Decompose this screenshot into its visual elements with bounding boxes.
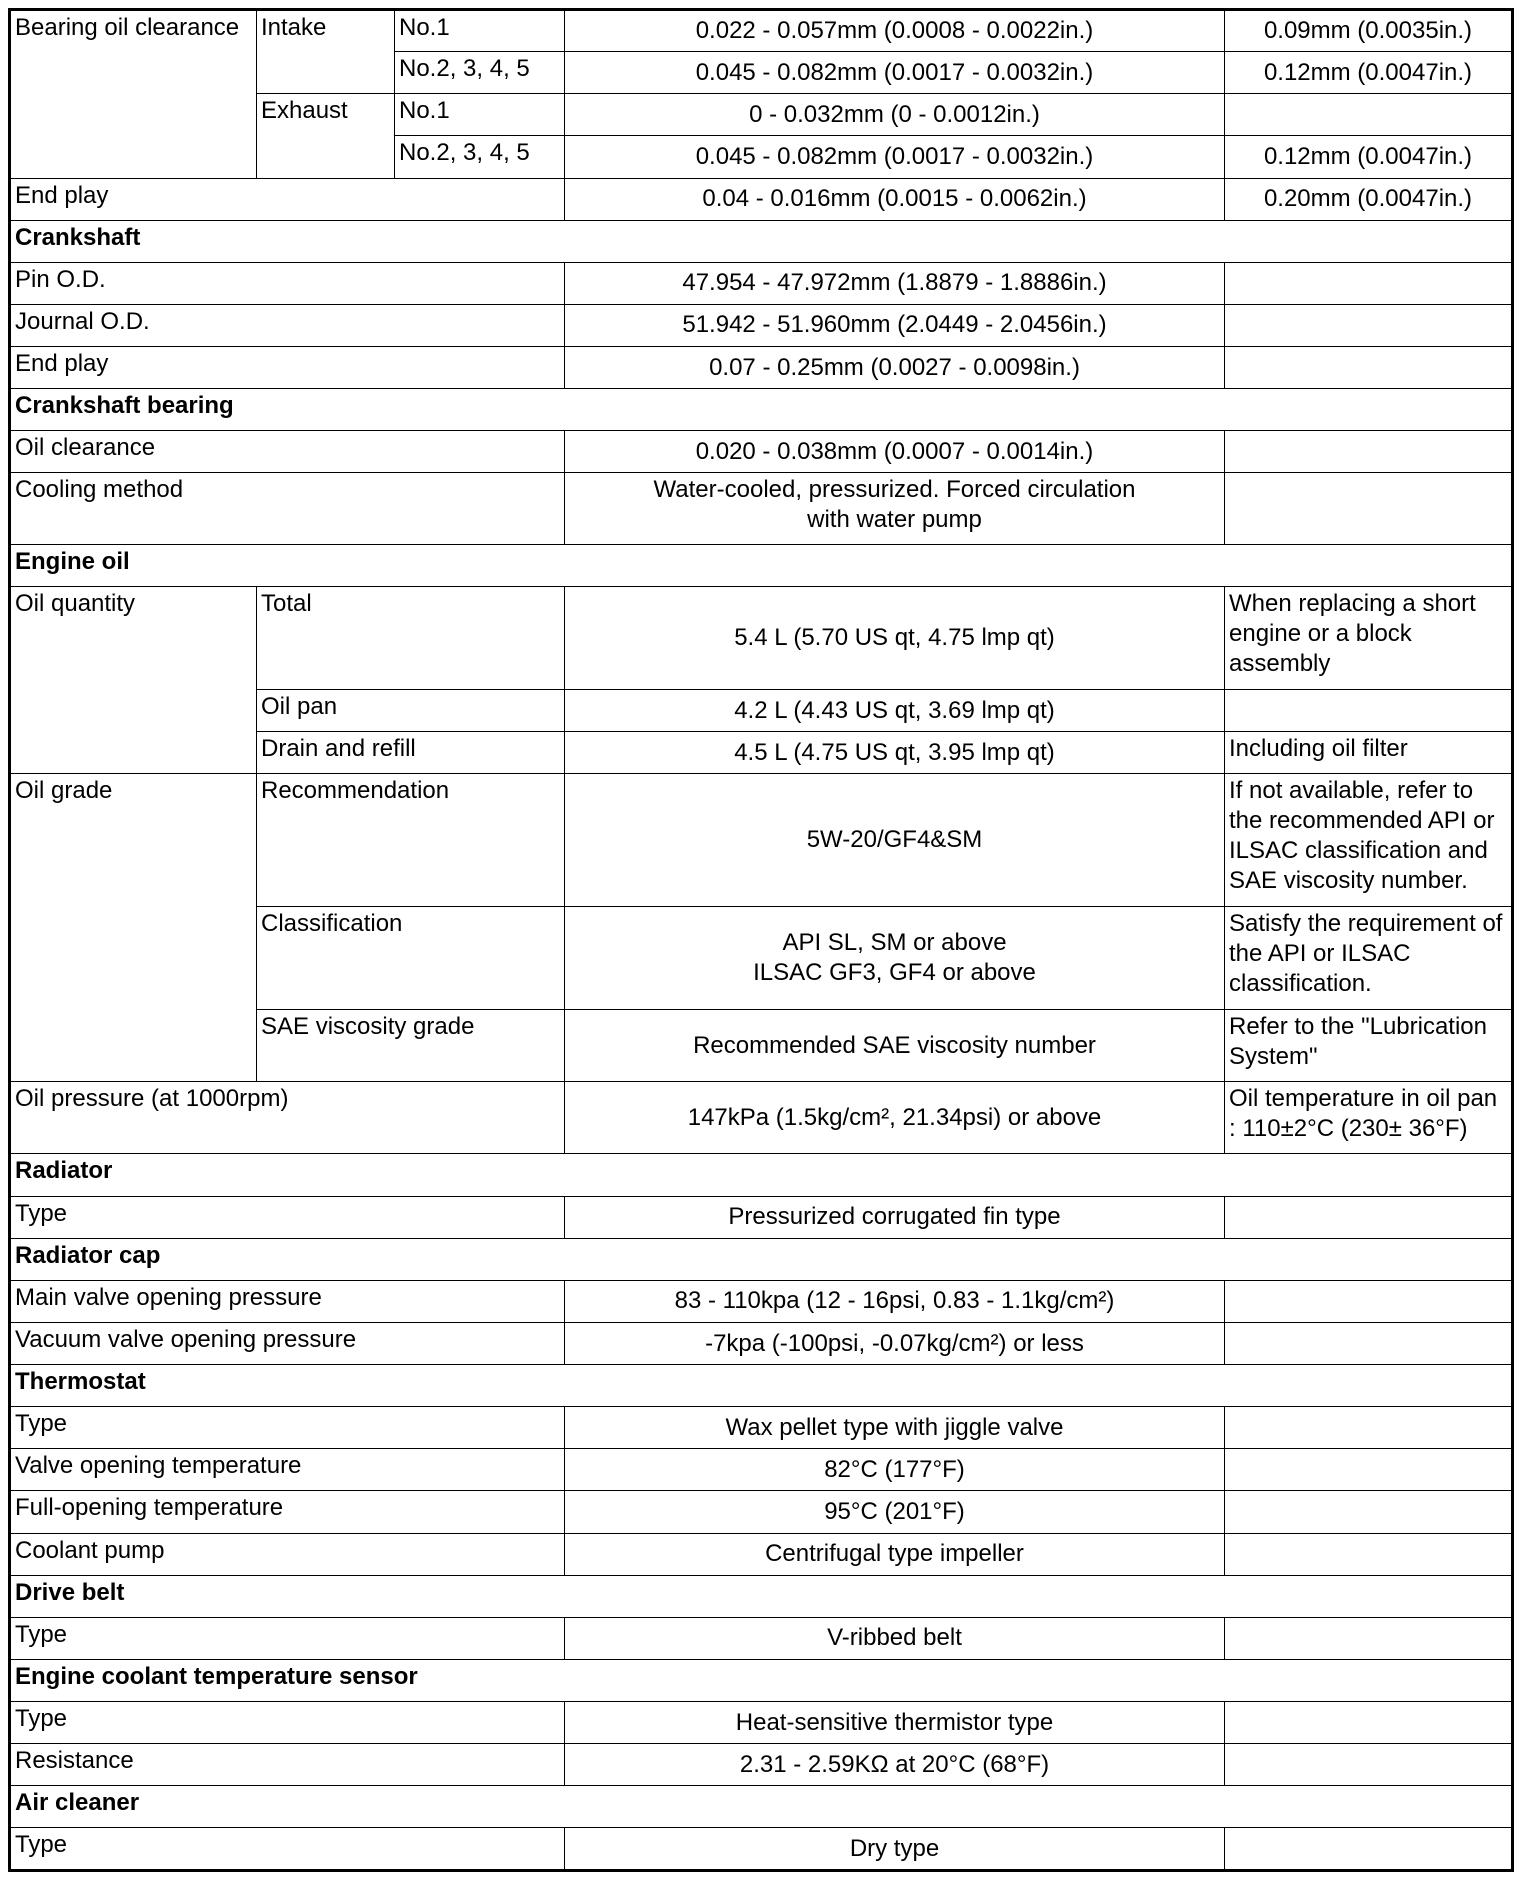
section-title: Engine oil — [10, 544, 1513, 586]
section-title: Drive belt — [10, 1575, 1513, 1617]
spec-remark — [1225, 690, 1513, 732]
bearing-oil-clearance-label: Bearing oil clearance — [10, 10, 257, 179]
section-title: Engine coolant temperature sensor — [10, 1659, 1513, 1701]
spec-label: Oil clearance — [10, 431, 565, 473]
section-title: Crankshaft bearing — [10, 389, 1513, 431]
spec-value: 4.5 L (4.75 US qt, 3.95 lmp qt) — [565, 732, 1225, 774]
spec-value: 5.4 L (5.70 US qt, 4.75 lmp qt) — [565, 586, 1225, 689]
table-row — [10, 10, 1513, 52]
value-line: API SL, SM or above — [782, 928, 1007, 956]
table-row — [10, 347, 1513, 389]
spec-label: SAE viscosity grade — [257, 1010, 565, 1082]
table-row — [10, 1702, 1513, 1744]
spec-remark — [1225, 1407, 1513, 1449]
spec-limit: 0.09mm (0.0035in.) — [1225, 10, 1513, 52]
table-row — [10, 262, 1513, 304]
intake-label: Intake — [257, 10, 395, 94]
spec-limit — [1225, 94, 1513, 136]
section-row — [10, 1786, 1513, 1828]
spec-label: Oil pan — [257, 690, 565, 732]
spec-remark: Including oil filter — [1225, 732, 1513, 774]
spec-limit: 0.20mm (0.0047in.) — [1225, 178, 1513, 220]
spec-value: 0 - 0.032mm (0 - 0.0012in.) — [565, 94, 1225, 136]
oil-quantity-label: Oil quantity — [10, 586, 257, 774]
spec-remark — [1225, 431, 1513, 473]
spec-value: 82°C (177°F) — [565, 1449, 1225, 1491]
spec-remark — [1225, 1280, 1513, 1322]
table-row — [10, 178, 1513, 220]
spec-label: End play — [10, 347, 565, 389]
spec-remark — [1225, 1533, 1513, 1575]
section-row — [10, 1365, 1513, 1407]
section-row — [10, 1238, 1513, 1280]
exhaust-label: Exhaust — [257, 94, 395, 178]
spec-value: 0.022 - 0.057mm (0.0008 - 0.0022in.) — [565, 10, 1225, 52]
section-row — [10, 1575, 1513, 1617]
spec-label: Coolant pump — [10, 1533, 565, 1575]
spec-value: Heat-sensitive thermistor type — [565, 1702, 1225, 1744]
spec-remark — [1225, 304, 1513, 346]
spec-label: Vacuum valve opening pressure — [10, 1322, 565, 1364]
spec-remark: Oil temperature in oil pan : 110±2°C (230± 36°F) — [1225, 1082, 1513, 1154]
end-play-label: End play — [10, 178, 565, 220]
spec-label: Resistance — [10, 1744, 565, 1786]
table-row — [10, 1617, 1513, 1659]
spec-label: Cooling method — [10, 473, 565, 544]
spec-value: 0.045 - 0.082mm (0.0017 - 0.0032in.) — [565, 52, 1225, 94]
spec-limit: 0.12mm (0.0047in.) — [1225, 136, 1513, 178]
spec-label: Classification — [257, 906, 565, 1009]
spec-remark — [1225, 262, 1513, 304]
table-row — [10, 1196, 1513, 1238]
spec-value: 147kPa (1.5kg/cm², 21.34psi) or above — [565, 1082, 1225, 1154]
position-label: No.2, 3, 4, 5 — [395, 136, 565, 178]
table-row — [10, 1407, 1513, 1449]
section-row — [10, 544, 1513, 586]
section-row — [10, 1154, 1513, 1196]
table-row — [10, 431, 1513, 473]
spec-remark: When replacing a short engine or a block assembly — [1225, 586, 1513, 689]
spec-remark: Satisfy the requirement of the API or ILSAC classification. — [1225, 906, 1513, 1009]
spec-remark: If not available, refer to the recommended API or ILSAC classification and SAE viscosity number. — [1225, 774, 1513, 906]
spec-label: Type — [10, 1702, 565, 1744]
table-row — [10, 1280, 1513, 1322]
section-title: Radiator cap — [10, 1238, 1513, 1280]
table-row — [10, 1322, 1513, 1364]
table-row — [10, 1449, 1513, 1491]
position-label: No.2, 3, 4, 5 — [395, 52, 565, 94]
spec-value: Dry type — [565, 1828, 1225, 1871]
table-row — [10, 1082, 1513, 1154]
table-row — [10, 1744, 1513, 1786]
spec-label: Valve opening temperature — [10, 1449, 565, 1491]
spec-limit: 0.12mm (0.0047in.) — [1225, 52, 1513, 94]
spec-remark — [1225, 1744, 1513, 1786]
spec-remark — [1225, 473, 1513, 544]
spec-value: -7kpa (-100psi, -0.07kg/cm²) or less — [565, 1322, 1225, 1364]
spec-value: 51.942 - 51.960mm (2.0449 - 2.0456in.) — [565, 304, 1225, 346]
value-line: ILSAC GF3, GF4 or above — [753, 958, 1036, 986]
spec-label: Type — [10, 1196, 565, 1238]
section-title: Crankshaft — [10, 220, 1513, 262]
spec-label: Total — [257, 586, 565, 689]
spec-remark — [1225, 1322, 1513, 1364]
spec-value: 83 - 110kpa (12 - 16psi, 0.83 - 1.1kg/cm²) — [565, 1280, 1225, 1322]
spec-remark — [1225, 1491, 1513, 1533]
spec-value: V-ribbed belt — [565, 1617, 1225, 1659]
spec-value: 0.07 - 0.25mm (0.0027 - 0.0098in.) — [565, 347, 1225, 389]
spec-remark — [1225, 1617, 1513, 1659]
spec-label: Pin O.D. — [10, 262, 565, 304]
spec-label: Type — [10, 1407, 565, 1449]
spec-label: Type — [10, 1828, 565, 1871]
spec-label: Journal O.D. — [10, 304, 565, 346]
spec-value: 4.2 L (4.43 US qt, 3.69 lmp qt) — [565, 690, 1225, 732]
section-row — [10, 1659, 1513, 1701]
spec-label: Recommendation — [257, 774, 565, 906]
table-row — [10, 473, 1513, 544]
spec-value: Wax pellet type with jiggle valve — [565, 1407, 1225, 1449]
spec-value — [565, 473, 1225, 544]
spec-value: 0.020 - 0.038mm (0.0007 - 0.0014in.) — [565, 431, 1225, 473]
spec-value: 2.31 - 2.59KΩ at 20°C (68°F) — [565, 1744, 1225, 1786]
spec-label: Oil pressure (at 1000rpm) — [10, 1082, 565, 1154]
spec-label: Main valve opening pressure — [10, 1280, 565, 1322]
spec-remark — [1225, 1702, 1513, 1744]
table-row — [10, 1533, 1513, 1575]
spec-value: 0.045 - 0.082mm (0.0017 - 0.0032in.) — [565, 136, 1225, 178]
spec-value: Centrifugal type impeller — [565, 1533, 1225, 1575]
spec-label: Full-opening temperature — [10, 1491, 565, 1533]
section-title: Thermostat — [10, 1365, 1513, 1407]
spec-label: Type — [10, 1617, 565, 1659]
spec-value: Recommended SAE viscosity number — [565, 1010, 1225, 1082]
spec-remark — [1225, 1828, 1513, 1871]
spec-remark: Refer to the "Lubrication System" — [1225, 1010, 1513, 1082]
oil-grade-label: Oil grade — [10, 774, 257, 1082]
spec-remark — [1225, 347, 1513, 389]
spec-value: Pressurized corrugated fin type — [565, 1196, 1225, 1238]
table-row — [10, 1491, 1513, 1533]
position-label: No.1 — [395, 94, 565, 136]
spec-value: 5W-20/GF4&SM — [565, 774, 1225, 906]
table-row — [10, 304, 1513, 346]
spec-remark — [1225, 1196, 1513, 1238]
section-row — [10, 220, 1513, 262]
spec-label: Drain and refill — [257, 732, 565, 774]
table-row — [10, 774, 1513, 906]
engine-specification-table — [8, 8, 1514, 1872]
table-row — [10, 1828, 1513, 1871]
spec-value: 95°C (201°F) — [565, 1491, 1225, 1533]
table-row — [10, 586, 1513, 689]
section-title: Air cleaner — [10, 1786, 1513, 1828]
spec-value: 47.954 - 47.972mm (1.8879 - 1.8886in.) — [565, 262, 1225, 304]
value-line: Water-cooled, pressurized. Forced circulation — [653, 476, 1136, 504]
position-label: No.1 — [395, 10, 565, 52]
spec-remark — [1225, 1449, 1513, 1491]
section-row — [10, 389, 1513, 431]
spec-value: 0.04 - 0.016mm (0.0015 - 0.0062in.) — [565, 178, 1225, 220]
value-line: with water pump — [807, 506, 982, 534]
section-title: Radiator — [10, 1154, 1513, 1196]
spec-value — [565, 906, 1225, 1009]
